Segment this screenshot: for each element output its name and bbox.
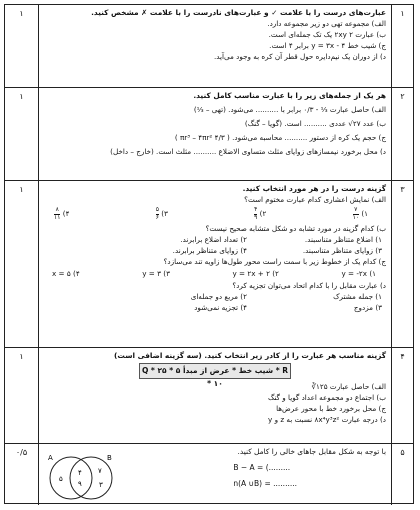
question-3-c-options: [44, 267, 386, 280]
question-3-content: [41, 181, 389, 347]
question-2-item-d: د) محل برخورد نیمسازهای زوایای مثلث متساوی الاضلاع .......... مثلث است. (خارج – داخل): [110, 147, 386, 156]
question-2-number: ۲: [391, 88, 413, 180]
denominator: ۹: [254, 213, 258, 221]
blank-n-a-union-b[interactable]: n(A ∪B) = ..........: [233, 479, 297, 488]
numerator: ۸: [55, 206, 59, 213]
question-4-title: گزینه مناسب هر عبارت را از کادر زیر انتخاب کنید. (سه گزینه اضافی است): [114, 351, 386, 360]
question-4-score: ۱: [5, 348, 39, 443]
b-only-value-top: ۷: [98, 467, 102, 475]
question-3-a-option-2[interactable]: [254, 207, 266, 221]
question-3-c-option-1[interactable]: ۱) y = -۲x: [341, 269, 376, 278]
question-3-d-option-4[interactable]: ۴) تجزیه نمی‌شود: [194, 303, 247, 312]
question-2-item-c: ج) حجم یک کره از دستور .......... محاسبه می‌شود. ( ۴/۳ πr³ – ۴πr² ): [174, 133, 386, 142]
question-3-d-options-row-2: [44, 302, 386, 313]
question-3-number: ۳: [391, 181, 413, 347]
question-3-a-option-4[interactable]: [54, 207, 69, 221]
question-2-item-a: الف) حاصل عبارت ⅓ - ۰/۳ برابر با .......... می‌شود. (تهی – ⅓): [193, 105, 386, 114]
question-1-item-c: ج) شیب خط y = ۳x - ۴ برابر ۴ است.: [269, 41, 386, 50]
question-3-d-options-row-1: [44, 291, 386, 302]
question-1-content: [41, 5, 389, 87]
question-4-item-b: ب) اجتماع دو مجموعه اعداد گویا و گنگ: [267, 393, 386, 402]
intersection-value-top: ۴: [78, 469, 82, 477]
fraction: [156, 207, 159, 221]
set-b-circle: [70, 457, 112, 499]
option-label: ۲): [259, 209, 267, 218]
intersection-value-bottom: ۹: [78, 480, 82, 488]
set-a-circle: [50, 457, 92, 499]
question-3-b-option-1[interactable]: ۱) اضلاع متناظر متناسبند.: [304, 235, 382, 244]
numerator: ۷: [354, 206, 358, 213]
question-3-b-option-4[interactable]: ۴) زوایای متناظر برابرند.: [172, 246, 247, 255]
fraction: [54, 207, 60, 221]
question-3-c-prompt: ج) کدام یک از خطوط زیر با سمت راست محور طول‌ها زاویه تند می‌سازد؟: [163, 257, 386, 266]
question-2-content: [41, 88, 389, 180]
question-3-d-option-3[interactable]: ۳) مزدوج: [353, 303, 382, 312]
fraction: [353, 207, 359, 221]
question-3-d-option-1[interactable]: ۱) جمله مشترک: [333, 292, 382, 301]
question-3-c-option-2[interactable]: ۲) y = ۲x + ۲: [232, 269, 279, 278]
question-1-item-b: ب) عبارت ۲xy ۲ یک تک جمله‌ای است.: [268, 30, 386, 39]
question-5-blanks: [233, 460, 297, 492]
exam-sheet: [4, 4, 414, 504]
question-5-row: [5, 444, 413, 505]
question-3-a-option-1[interactable]: [353, 207, 368, 221]
question-3-b-options-row-1: [44, 234, 386, 245]
question-1-title: عبارت‌های درست را با علامت ✓ و عبارت‌های نادرست را با علامت ✗ مشخص کنید.: [91, 8, 386, 17]
question-4-row: [5, 348, 413, 444]
question-3-d-prompt: د) عبارت مقابل را با کدام اتحاد می‌توان تجزیه کرد؟: [232, 281, 386, 290]
question-1-score: ۱: [5, 5, 39, 87]
question-3-b-option-3[interactable]: ۳) زوایای متناظر متناسبند.: [302, 246, 382, 255]
denominator: ۶: [155, 213, 159, 221]
numerator: ۴: [254, 206, 258, 213]
question-3-b-options-row-2: [44, 245, 386, 256]
question-2-item-b: ب) عدد ۲۷√ عددی .......... است. (گویا – گنگ): [244, 119, 386, 128]
question-4-number: ۴: [391, 348, 413, 443]
question-4-word-box: Q * ۲۵ * ۵ شیب خط * عرض از مبدأ * R * ۱۰: [139, 363, 291, 379]
question-3-score: ۱: [5, 181, 39, 347]
question-4-item-c: ج) محل برخورد خط با محور عرض‌ها: [276, 404, 386, 413]
set-b-label: B: [107, 454, 112, 462]
question-5-number: ۵: [391, 444, 413, 505]
question-3-c-option-4[interactable]: ۴) x = ۵: [52, 269, 80, 278]
question-1-number: ۱: [391, 5, 413, 87]
question-3-title: گزینه درست را در هر مورد انتخاب کنید.: [242, 184, 386, 193]
question-3-b-option-2[interactable]: ۲) تعداد اضلاع برابرند.: [180, 235, 247, 244]
option-label: ۱): [361, 209, 368, 218]
venn-diagram: [41, 450, 131, 502]
question-3-a-option-3[interactable]: [156, 207, 168, 221]
denominator: ۱۱: [54, 213, 61, 221]
question-4-content: [41, 348, 389, 443]
a-only-value: ۵: [59, 475, 63, 483]
option-label: ۴): [62, 209, 70, 218]
question-1-item-a: الف) مجموعه تهی دو زیر مجموعه دارد.: [267, 19, 386, 28]
denominator: ۱۰: [352, 213, 360, 221]
question-4-item-d: د) درجه عبارت ۸x⁴y³z² نسبت به z و y: [268, 415, 386, 424]
question-1-row: [5, 5, 413, 88]
option-label: ۳): [161, 209, 168, 218]
question-3-a-prompt: الف) نمایش اعشاری کدام عبارت مختوم است؟: [244, 195, 386, 204]
question-2-score: ۱: [5, 88, 39, 180]
question-3-b-prompt: ب) کدام گزینه در مورد تشابه دو شکل متشابه صحیح نیست؟: [205, 224, 386, 233]
question-3-d-option-2[interactable]: ۲) مربع دو جمله‌ای: [190, 292, 247, 301]
question-3-c-option-3[interactable]: ۳) y = ۳: [142, 269, 170, 278]
fraction: [254, 207, 257, 221]
question-3-row: [5, 181, 413, 348]
question-3-a-options: [44, 205, 386, 223]
blank-b-minus-a[interactable]: B − A = (.........: [233, 463, 291, 472]
question-2-title: هر یک از جمله‌های زیر را با عبارت مناسب کامل کنید.: [193, 91, 386, 100]
set-a-label: A: [48, 454, 53, 462]
question-2-row: [5, 88, 413, 181]
question-5-score: ۰/۵: [5, 444, 39, 505]
question-5-title: با توجه به شکل مقابل جاهای خالی را کامل کنید.: [237, 447, 386, 456]
b-only-value-bottom: ۳: [99, 481, 103, 489]
question-1-item-d: د) از دوران یک نیم‌دایره حول قطر آن کره به وجود می‌آید.: [213, 52, 386, 61]
numerator: ۵: [155, 206, 159, 213]
question-4-item-a: الف) حاصل عبارت ۱۲۵∛: [311, 382, 386, 391]
